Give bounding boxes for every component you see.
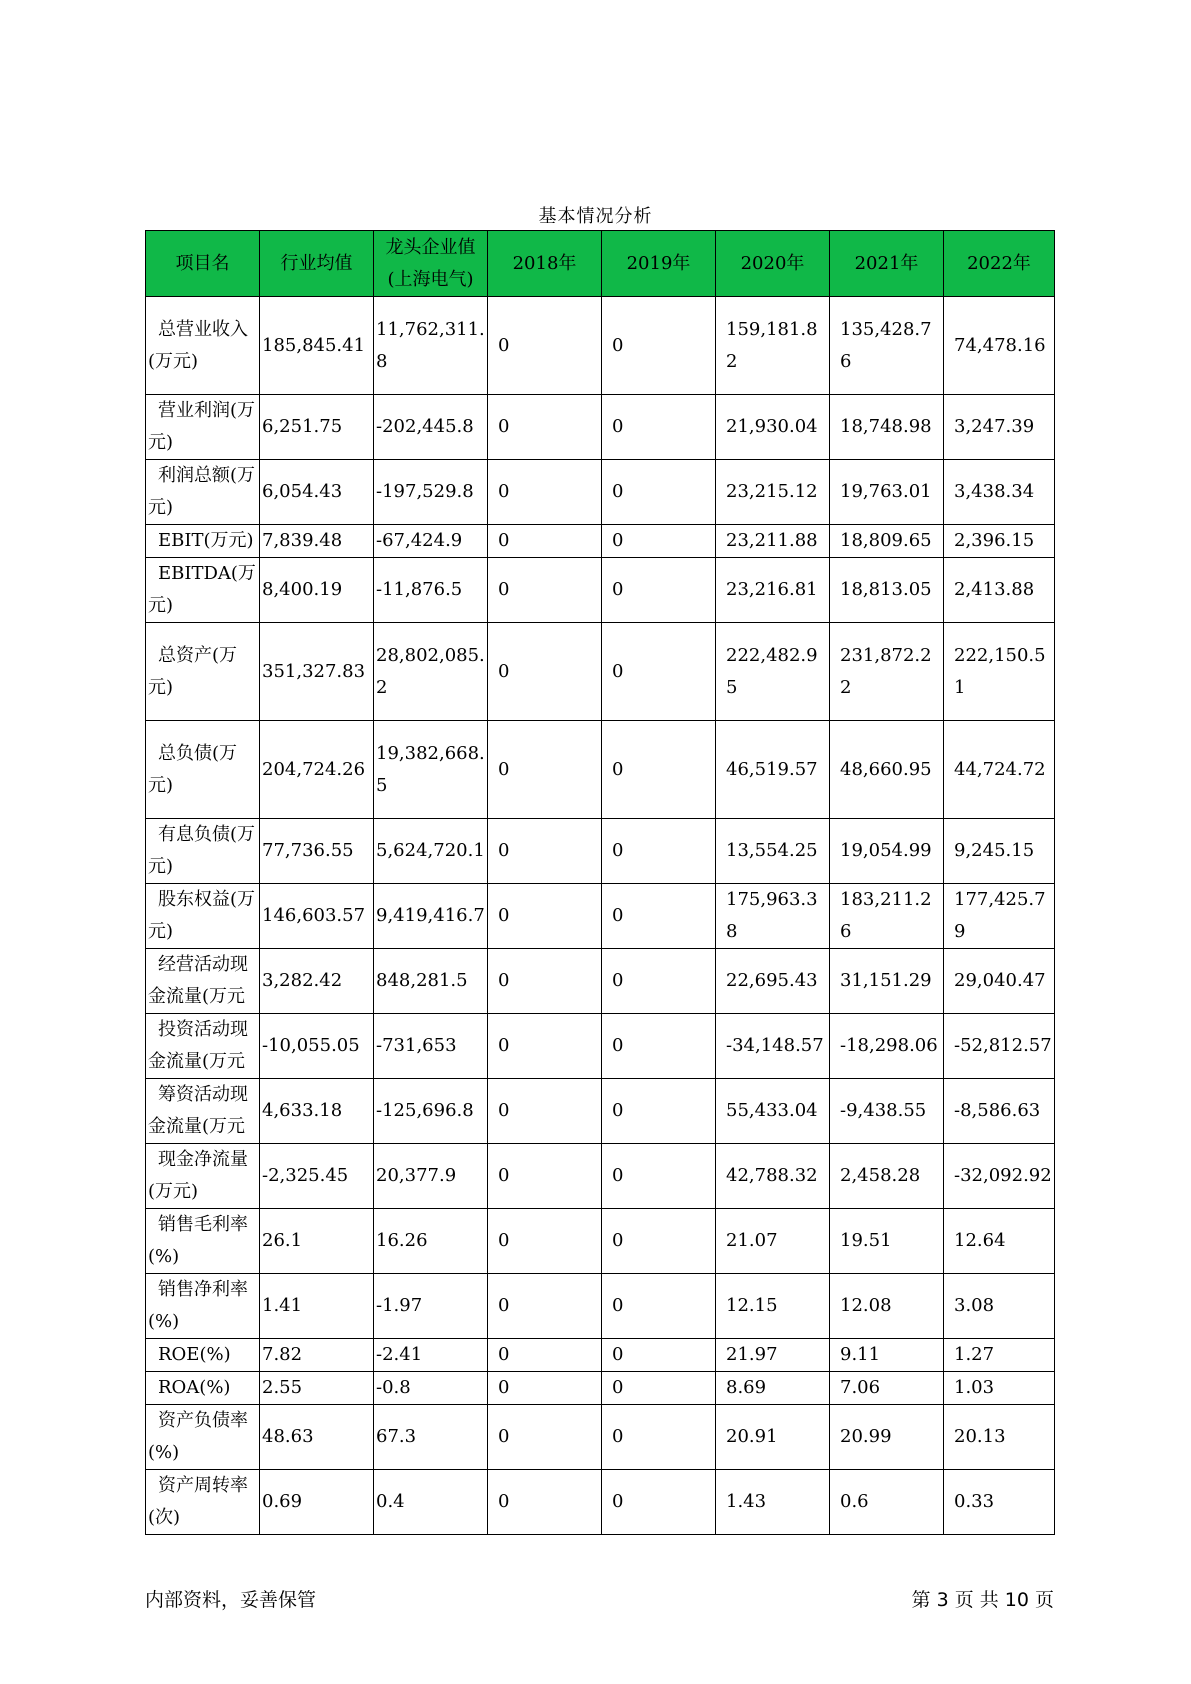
value-cell: 20.91	[716, 1405, 830, 1470]
value-cell: 185,845.41	[260, 297, 374, 395]
table-row	[146, 297, 1055, 395]
value-cell: 3,282.42	[260, 949, 374, 1014]
value-cell: -10,055.05	[260, 1014, 374, 1079]
table-row	[146, 949, 1055, 1014]
value-cell: -67,424.9	[374, 525, 488, 558]
value-cell: 159,181.82	[716, 297, 830, 395]
value-cell: 0	[488, 949, 602, 1014]
value-cell: 20,377.9	[374, 1144, 488, 1209]
value-cell: -1.97	[374, 1274, 488, 1339]
value-cell: 4,633.18	[260, 1079, 374, 1144]
table-row	[146, 721, 1055, 819]
value-cell: 0	[488, 1470, 602, 1535]
value-cell: 31,151.29	[830, 949, 944, 1014]
value-cell: 19.51	[830, 1209, 944, 1274]
value-cell: 0	[602, 884, 716, 949]
value-cell: 42,788.32	[716, 1144, 830, 1209]
header-cell: 龙头企业值(上海电气)	[374, 231, 488, 297]
value-cell: 0	[488, 558, 602, 623]
value-cell: 46,519.57	[716, 721, 830, 819]
value-cell: 2.55	[260, 1372, 374, 1405]
value-cell: 1.41	[260, 1274, 374, 1339]
value-cell: 44,724.72	[944, 721, 1055, 819]
value-cell: 21,930.04	[716, 395, 830, 460]
row-label: 资产负债率(%)	[146, 1405, 260, 1470]
value-cell: 26.1	[260, 1209, 374, 1274]
value-cell: 0	[602, 1079, 716, 1144]
value-cell: 74,478.16	[944, 297, 1055, 395]
value-cell: 3.08	[944, 1274, 1055, 1339]
header-row	[146, 231, 1055, 297]
value-cell: 0	[488, 525, 602, 558]
value-cell: 0	[602, 1339, 716, 1372]
value-cell: 0	[602, 819, 716, 884]
value-cell: 12.15	[716, 1274, 830, 1339]
value-cell: 0	[488, 1014, 602, 1079]
value-cell: 0	[602, 1405, 716, 1470]
value-cell: 0	[602, 949, 716, 1014]
value-cell: -52,812.57	[944, 1014, 1055, 1079]
table-title: 基本情况分析	[538, 206, 653, 227]
value-cell: 135,428.76	[830, 297, 944, 395]
value-cell: 0	[602, 1274, 716, 1339]
table-row	[146, 1339, 1055, 1372]
value-cell: 19,054.99	[830, 819, 944, 884]
row-label: 有息负债(万元)	[146, 819, 260, 884]
footer-page-number: 第 3 页 共 10 页	[911, 1589, 1054, 1611]
footer-confidential: 内部资料，妥善保管	[145, 1589, 317, 1611]
value-cell: 0	[602, 1014, 716, 1079]
value-cell: 2,413.88	[944, 558, 1055, 623]
value-cell: 231,872.22	[830, 623, 944, 721]
header-cell: 项目名	[146, 231, 260, 297]
value-cell: 1.43	[716, 1470, 830, 1535]
value-cell: 0	[602, 1372, 716, 1405]
value-cell: 18,748.98	[830, 395, 944, 460]
value-cell: 0	[488, 819, 602, 884]
value-cell: 3,438.34	[944, 460, 1055, 525]
table-row	[146, 1079, 1055, 1144]
value-cell: 19,382,668.5	[374, 721, 488, 819]
value-cell: 7.06	[830, 1372, 944, 1405]
value-cell: 23,211.88	[716, 525, 830, 558]
value-cell: -125,696.8	[374, 1079, 488, 1144]
value-cell: 0	[488, 460, 602, 525]
value-cell: 0	[488, 721, 602, 819]
value-cell: 351,327.83	[260, 623, 374, 721]
header-cell: 行业均值	[260, 231, 374, 297]
table-row	[146, 1274, 1055, 1339]
value-cell: 0	[602, 1144, 716, 1209]
row-label: EBIT(万元)	[146, 525, 260, 558]
value-cell: 183,211.26	[830, 884, 944, 949]
value-cell: 0	[602, 525, 716, 558]
value-cell: 0	[602, 460, 716, 525]
value-cell: 0	[488, 1405, 602, 1470]
value-cell: 1.03	[944, 1372, 1055, 1405]
row-label: 销售净利率(%)	[146, 1274, 260, 1339]
value-cell: 175,963.38	[716, 884, 830, 949]
value-cell: 0	[602, 395, 716, 460]
table-row	[146, 395, 1055, 460]
row-label: 投资活动现金流量(万元	[146, 1014, 260, 1079]
row-label: 股东权益(万元)	[146, 884, 260, 949]
value-cell: -202,445.8	[374, 395, 488, 460]
row-label: 总负债(万元)	[146, 721, 260, 819]
value-cell: -9,438.55	[830, 1079, 944, 1144]
value-cell: 0	[488, 297, 602, 395]
value-cell: 7,839.48	[260, 525, 374, 558]
value-cell: 2,458.28	[830, 1144, 944, 1209]
table-row	[146, 819, 1055, 884]
value-cell: 23,216.81	[716, 558, 830, 623]
value-cell: -731,653	[374, 1014, 488, 1079]
table-row	[146, 1372, 1055, 1405]
value-cell: 19,763.01	[830, 460, 944, 525]
value-cell: 0	[488, 1372, 602, 1405]
value-cell: 0	[602, 623, 716, 721]
value-cell: 9,245.15	[944, 819, 1055, 884]
value-cell: 2,396.15	[944, 525, 1055, 558]
value-cell: 13,554.25	[716, 819, 830, 884]
value-cell: 48.63	[260, 1405, 374, 1470]
value-cell: 0.6	[830, 1470, 944, 1535]
value-cell: 0	[488, 1339, 602, 1372]
value-cell: 20.99	[830, 1405, 944, 1470]
value-cell: 0	[602, 1470, 716, 1535]
value-cell: 848,281.5	[374, 949, 488, 1014]
value-cell: 177,425.79	[944, 884, 1055, 949]
value-cell: -0.8	[374, 1372, 488, 1405]
value-cell: 0.33	[944, 1470, 1055, 1535]
value-cell: 67.3	[374, 1405, 488, 1470]
value-cell: 1.27	[944, 1339, 1055, 1372]
header-cell: 2018年	[488, 231, 602, 297]
value-cell: 0	[488, 395, 602, 460]
analysis-table	[145, 230, 1055, 1535]
value-cell: 9.11	[830, 1339, 944, 1372]
value-cell: 48,660.95	[830, 721, 944, 819]
value-cell: 6,251.75	[260, 395, 374, 460]
row-label: 利润总额(万元)	[146, 460, 260, 525]
value-cell: -2.41	[374, 1339, 488, 1372]
table-row	[146, 1144, 1055, 1209]
value-cell: 12.64	[944, 1209, 1055, 1274]
value-cell: -11,876.5	[374, 558, 488, 623]
value-cell: 0	[602, 721, 716, 819]
row-label: 销售毛利率(%)	[146, 1209, 260, 1274]
header-cell: 2020年	[716, 231, 830, 297]
row-label: 经营活动现金流量(万元	[146, 949, 260, 1014]
value-cell: 0	[488, 1274, 602, 1339]
value-cell: 222,482.95	[716, 623, 830, 721]
value-cell: -32,092.92	[944, 1144, 1055, 1209]
value-cell: -2,325.45	[260, 1144, 374, 1209]
value-cell: 0	[488, 623, 602, 721]
value-cell: 8,400.19	[260, 558, 374, 623]
value-cell: 0	[488, 1209, 602, 1274]
value-cell: 18,813.05	[830, 558, 944, 623]
table-row	[146, 623, 1055, 721]
value-cell: 8.69	[716, 1372, 830, 1405]
value-cell: 22,695.43	[716, 949, 830, 1014]
value-cell: 204,724.26	[260, 721, 374, 819]
row-label: 营业利润(万元)	[146, 395, 260, 460]
table-row	[146, 558, 1055, 623]
value-cell: 0	[602, 297, 716, 395]
value-cell: 222,150.51	[944, 623, 1055, 721]
row-label: ROA(%)	[146, 1372, 260, 1405]
value-cell: 0	[602, 1209, 716, 1274]
value-cell: 11,762,311.8	[374, 297, 488, 395]
table-row	[146, 525, 1055, 558]
value-cell: 23,215.12	[716, 460, 830, 525]
row-label: 总资产(万元)	[146, 623, 260, 721]
value-cell: 5,624,720.1	[374, 819, 488, 884]
table-row	[146, 460, 1055, 525]
value-cell: 20.13	[944, 1405, 1055, 1470]
row-label: ROE(%)	[146, 1339, 260, 1372]
value-cell: -34,148.57	[716, 1014, 830, 1079]
table-row	[146, 1405, 1055, 1470]
value-cell: 21.97	[716, 1339, 830, 1372]
value-cell: 18,809.65	[830, 525, 944, 558]
value-cell: 3,247.39	[944, 395, 1055, 460]
value-cell: 0	[488, 1079, 602, 1144]
header-cell: 2021年	[830, 231, 944, 297]
value-cell: 0	[602, 558, 716, 623]
value-cell: 12.08	[830, 1274, 944, 1339]
value-cell: 55,433.04	[716, 1079, 830, 1144]
value-cell: 6,054.43	[260, 460, 374, 525]
value-cell: -8,586.63	[944, 1079, 1055, 1144]
value-cell: 0.4	[374, 1470, 488, 1535]
table-row	[146, 1014, 1055, 1079]
value-cell: 0.69	[260, 1470, 374, 1535]
value-cell: 9,419,416.7	[374, 884, 488, 949]
value-cell: 146,603.57	[260, 884, 374, 949]
row-label: 现金净流量(万元)	[146, 1144, 260, 1209]
row-label: 总营业收入(万元)	[146, 297, 260, 395]
table-row	[146, 1470, 1055, 1535]
value-cell: 21.07	[716, 1209, 830, 1274]
value-cell: 16.26	[374, 1209, 488, 1274]
table-row	[146, 1209, 1055, 1274]
value-cell: -18,298.06	[830, 1014, 944, 1079]
value-cell: 77,736.55	[260, 819, 374, 884]
header-cell: 2022年	[944, 231, 1055, 297]
header-cell: 2019年	[602, 231, 716, 297]
row-label: 筹资活动现金流量(万元	[146, 1079, 260, 1144]
row-label: 资产周转率(次)	[146, 1470, 260, 1535]
table-row	[146, 884, 1055, 949]
row-label: EBITDA(万元)	[146, 558, 260, 623]
value-cell: 0	[488, 884, 602, 949]
value-cell: 29,040.47	[944, 949, 1055, 1014]
value-cell: 0	[488, 1144, 602, 1209]
value-cell: 7.82	[260, 1339, 374, 1372]
value-cell: 28,802,085.2	[374, 623, 488, 721]
value-cell: -197,529.8	[374, 460, 488, 525]
